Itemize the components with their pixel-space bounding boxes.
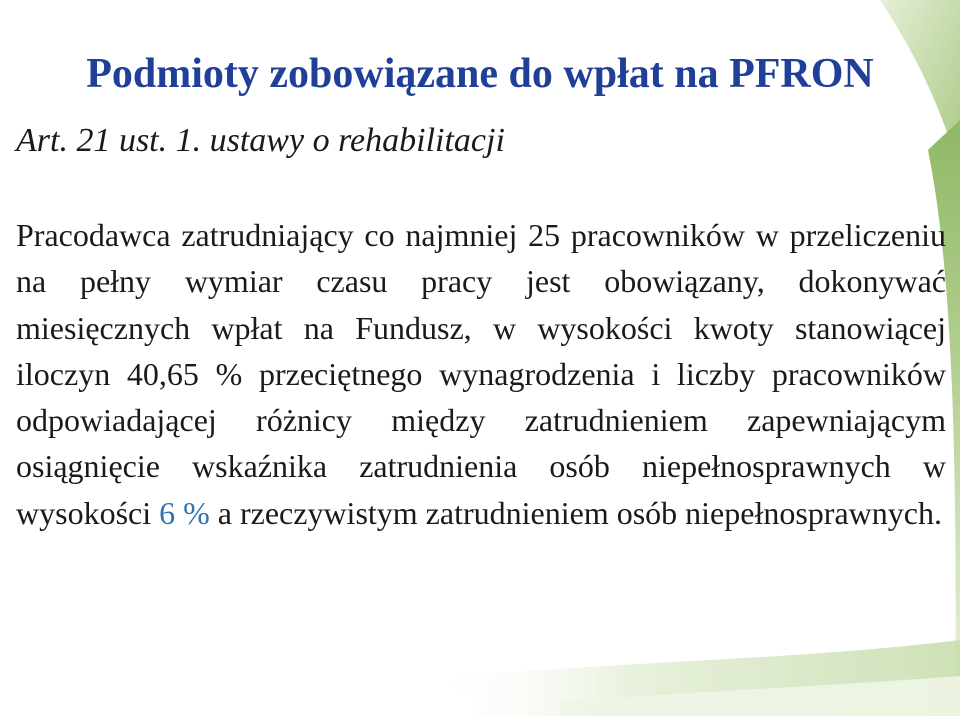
body-text-end: a rzeczywistym zatrudnieniem osób niepełnosprawnych. <box>217 494 942 531</box>
slide-subtitle: Art. 21 ust. 1. ustawy o rehabilitacji <box>16 122 505 159</box>
body-text-main: Pracodawca zatrudniający co najmniej 25 pracowników w przeliczeniu na pełny wymiar czasu pracy jest obowiązany, dokonywać miesięcznych wpłat na Fundusz, w wysokości kwoty stanowiącej iloczyn 40,65 % przeciętnego wynagrodzenia i liczby pracowników odpowiadającej różnicy między zatrudnieniem zapewniającym osiągnięcie wskaźnika zatrudnienia osób niepełnosprawnych w wysokości <box>16 217 946 531</box>
slide-title: Podmioty zobowiązane do wpłat na PFRON <box>86 51 874 97</box>
highlighted-percentage: 6 % <box>159 494 210 531</box>
body-paragraph <box>16 212 946 536</box>
